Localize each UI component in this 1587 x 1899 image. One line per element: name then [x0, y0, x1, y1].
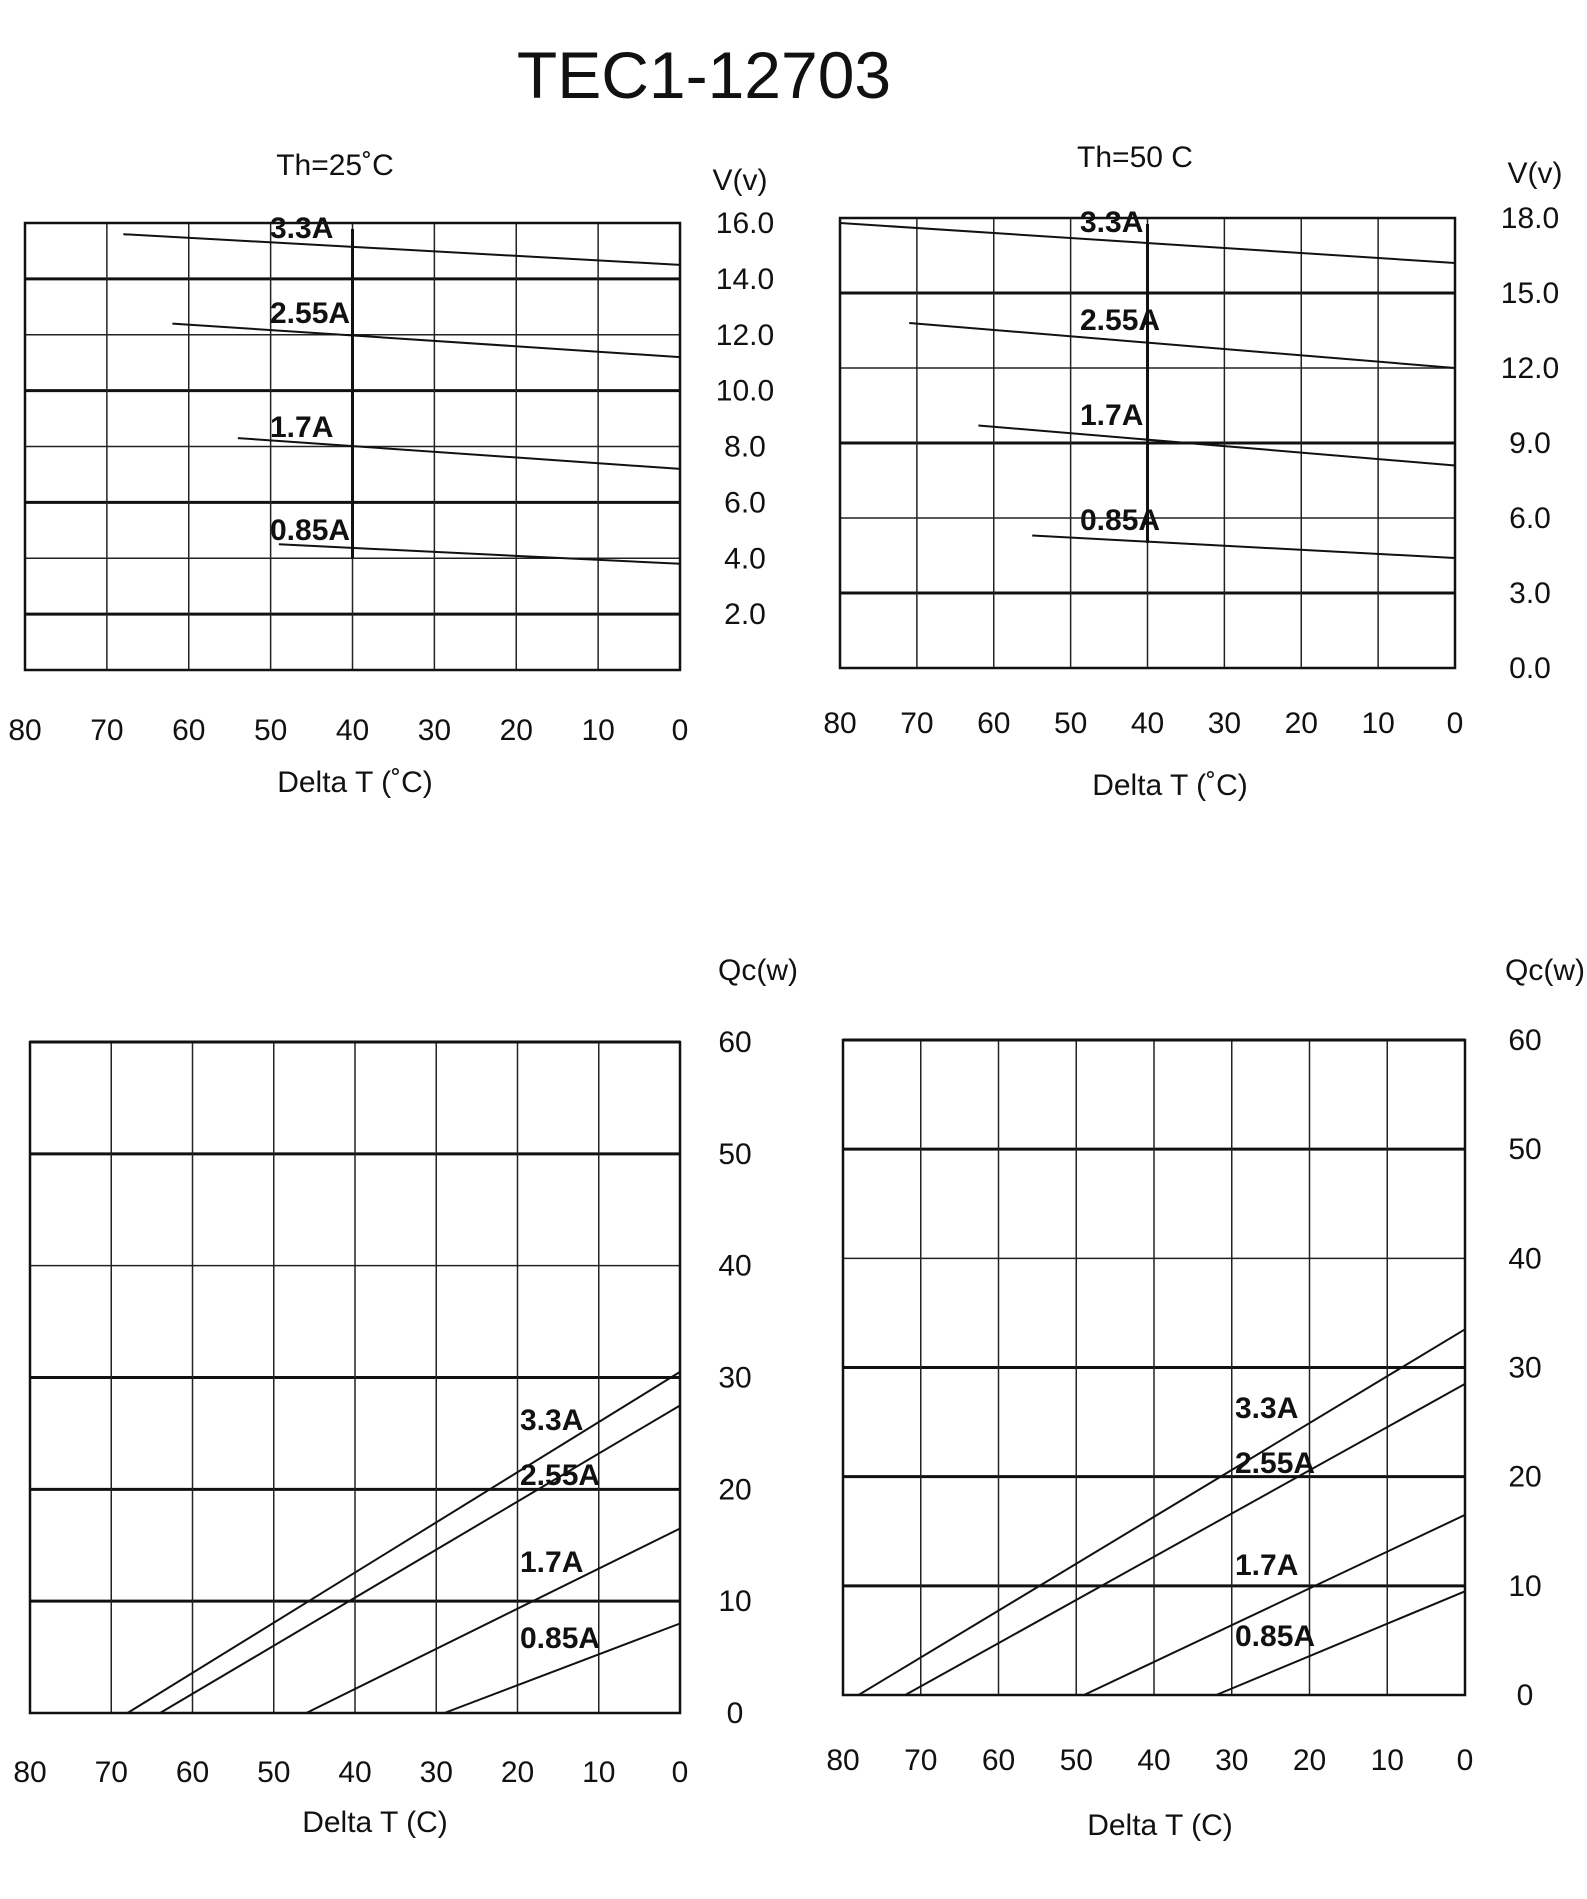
series-label: 0.85A [1235, 1620, 1316, 1653]
y-axis-unit: Qc(w) [1505, 954, 1585, 987]
y-tick-label: 12.0 [1500, 352, 1560, 385]
series-label: 2.55A [1080, 304, 1161, 337]
series-label: 2.55A [520, 1459, 601, 1492]
x-tick-label: 80 [13, 1756, 47, 1789]
y-axis-unit: V(v) [1507, 157, 1563, 190]
x-tick-label: 10 [582, 1756, 616, 1789]
series-label: 2.55A [1235, 1447, 1316, 1480]
y-tick-label: 30 [718, 1361, 752, 1395]
y-tick-label: 6.0 [1509, 502, 1551, 535]
y-tick-label: 0 [726, 1697, 744, 1730]
y-tick-label: 30 [1508, 1351, 1542, 1385]
series-label: 3.3A [1235, 1392, 1299, 1425]
x-tick-label: 50 [1059, 1744, 1093, 1777]
x-tick-label: 10 [1370, 1744, 1404, 1777]
x-tick-label: 50 [253, 714, 288, 747]
y-tick-label: 8.0 [724, 430, 766, 464]
series-line-2-55a [160, 1406, 680, 1714]
series-label: 0.85A [270, 514, 351, 547]
x-axis-label: Delta T (C) [302, 1806, 448, 1839]
x-tick-label: 60 [977, 707, 1011, 740]
x-tick-label: 40 [335, 714, 370, 747]
series-label: 2.55A [270, 297, 351, 330]
series-line-2-55a [905, 1384, 1465, 1695]
chart-title: Th=25˚C [276, 149, 394, 182]
x-axis-label: Delta T (C) [1087, 1809, 1233, 1842]
cooling-power-chart-right [826, 954, 1585, 1842]
y-tick-label: 60 [718, 1026, 752, 1059]
x-tick-label: 40 [1137, 1744, 1171, 1777]
x-tick-label: 60 [981, 1744, 1016, 1777]
y-tick-label: 6.0 [724, 486, 766, 520]
y-tick-label: 40 [718, 1249, 752, 1283]
series-label: 3.3A [270, 212, 334, 245]
x-tick-label: 50 [1053, 707, 1088, 740]
y-tick-label: 2.0 [724, 598, 766, 632]
y-tick-label: 16.0 [715, 207, 775, 240]
x-tick-label: 80 [8, 714, 42, 747]
series-line-3-3a [123, 234, 680, 265]
series-label: 1.7A [1235, 1549, 1299, 1582]
x-tick-label: 0 [1456, 1744, 1474, 1777]
y-tick-label: 18.0 [1500, 202, 1560, 235]
y-tick-label: 20 [1508, 1460, 1542, 1494]
y-axis-unit: Qc(w) [718, 954, 798, 987]
y-tick-label: 50 [1508, 1133, 1542, 1167]
series-label: 0.85A [520, 1622, 601, 1655]
series-line-3-3a [128, 1372, 681, 1713]
x-tick-label: 0 [1446, 707, 1464, 740]
x-tick-label: 50 [257, 1756, 291, 1789]
chart-title: Th=50 C [1077, 141, 1193, 174]
x-tick-label: 20 [1292, 1744, 1327, 1777]
series-line-2-55a [172, 324, 680, 358]
x-tick-label: 30 [417, 714, 452, 747]
y-tick-label: 20 [718, 1473, 752, 1507]
series-label: 1.7A [270, 411, 334, 444]
series-label: 3.3A [520, 1404, 584, 1437]
x-tick-label: 10 [1361, 707, 1395, 740]
x-tick-label: 0 [671, 714, 689, 747]
x-axis-label: Delta T (˚C) [1092, 769, 1248, 802]
series-line-3-3a [859, 1329, 1466, 1695]
cooling-power-chart-left [13, 954, 798, 1839]
y-tick-label: 10 [1508, 1569, 1542, 1603]
x-tick-label: 40 [1130, 707, 1165, 740]
x-tick-label: 20 [499, 714, 533, 747]
series-line-1-7a [978, 426, 1455, 466]
y-tick-label: 4.0 [724, 542, 766, 576]
x-tick-label: 80 [826, 1744, 860, 1777]
y-tick-label: 10.0 [715, 374, 775, 408]
series-line-1-7a [1084, 1515, 1465, 1695]
x-tick-label: 20 [1284, 707, 1318, 740]
x-tick-label: 30 [1207, 707, 1242, 740]
y-tick-label: 14.0 [715, 262, 775, 296]
y-tick-label: 9.0 [1509, 427, 1551, 460]
y-tick-label: 12.0 [715, 318, 775, 352]
x-tick-label: 60 [172, 714, 206, 747]
series-line-1-7a [306, 1529, 680, 1714]
page-title: TEC1-12703 [516, 38, 892, 112]
y-tick-label: 60 [1508, 1024, 1542, 1057]
x-tick-label: 70 [94, 1756, 128, 1789]
series-label: 1.7A [1080, 399, 1144, 432]
x-tick-label: 10 [581, 714, 615, 747]
x-tick-label: 30 [419, 1756, 453, 1789]
y-axis-unit: V(v) [712, 164, 768, 197]
x-tick-label: 20 [500, 1756, 535, 1789]
x-tick-label: 70 [900, 707, 934, 740]
x-tick-label: 70 [90, 714, 124, 747]
y-tick-label: 50 [718, 1137, 752, 1171]
x-tick-label: 70 [904, 1744, 938, 1777]
series-label: 3.3A [1080, 206, 1144, 239]
y-tick-label: 40 [1508, 1242, 1542, 1276]
y-tick-label: 0 [1516, 1679, 1534, 1712]
x-tick-label: 30 [1215, 1744, 1249, 1777]
x-tick-label: 40 [338, 1756, 372, 1789]
voltage-chart-th25 [8, 149, 774, 799]
y-tick-label: 3.0 [1509, 577, 1551, 610]
series-line-2-55a [909, 323, 1455, 368]
x-tick-label: 80 [823, 707, 857, 740]
y-tick-label: 0.0 [1509, 652, 1551, 685]
x-axis-label: Delta T (˚C) [277, 766, 433, 799]
y-tick-label: 10 [718, 1585, 752, 1619]
series-line-0-85a [1032, 536, 1455, 559]
y-tick-label: 15.0 [1500, 277, 1560, 310]
series-label: 1.7A [520, 1546, 584, 1579]
series-line-0-85a [279, 544, 680, 564]
series-label: 0.85A [1080, 504, 1161, 537]
x-tick-label: 0 [671, 1756, 689, 1789]
voltage-chart-th50 [823, 141, 1562, 802]
x-tick-label: 60 [175, 1756, 210, 1789]
